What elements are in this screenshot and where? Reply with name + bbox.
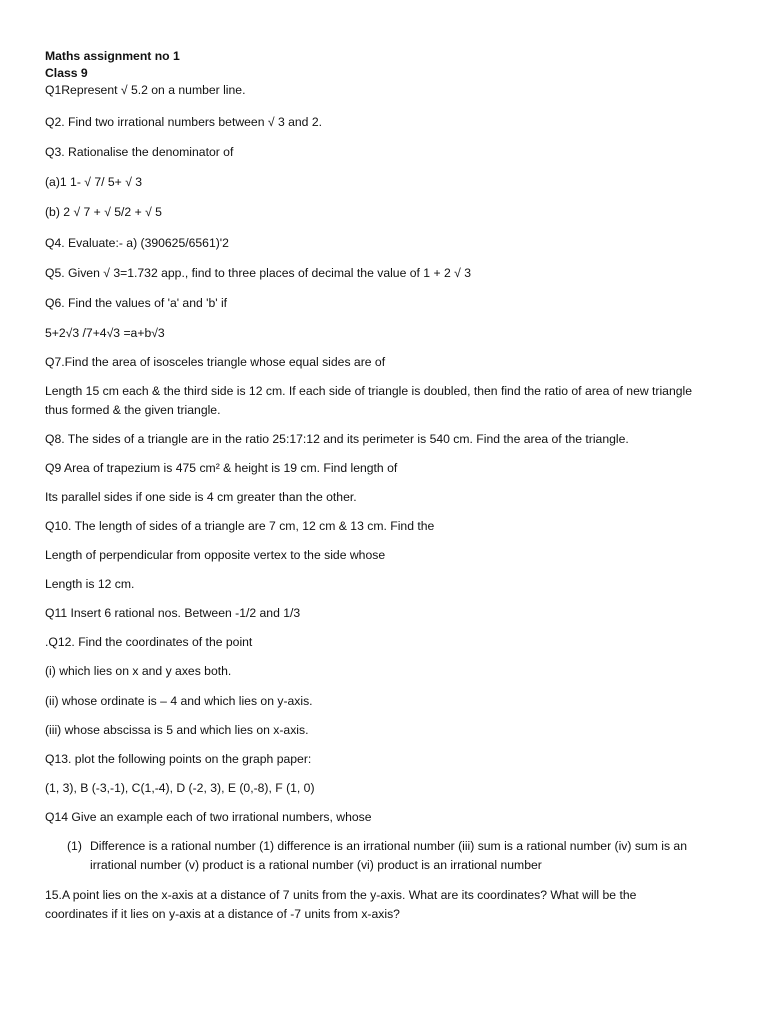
question-10: Q10. The length of sides of a triangle are 7 cm, 12 cm & 13 cm. Find the	[45, 519, 435, 533]
question-8: Q8. The sides of a triangle are in the ratio 25:17:12 and its perimeter is 540 cm. Find the area of the triangle.	[45, 432, 629, 446]
question-4: Q4. Evaluate:- a) (390625/6561)'2	[45, 236, 229, 250]
question-2: Q2. Find two irrational numbers between √ 3 and 2.	[45, 115, 322, 129]
question-1: Q1Represent √ 5.2 on a number line.	[45, 83, 246, 97]
question-7-line-2: thus formed & the given triangle.	[45, 403, 221, 417]
question-13-points: (1, 3), B (-3,-1), C(1,-4), D (-2, 3), E (0,-8), F (1, 0)	[45, 781, 315, 795]
question-12: .Q12. Find the coordinates of the point	[45, 635, 253, 649]
question-13: Q13. plot the following points on the graph paper:	[45, 752, 312, 766]
question-12-i: (i) which lies on x and y axes both.	[45, 664, 232, 678]
question-3: Q3. Rationalise the denominator of	[45, 145, 234, 159]
question-11: Q11 Insert 6 rational nos. Between -1/2 and 1/3	[45, 606, 301, 620]
question-9: Q9 Area of trapezium is 475 cm² & height is 19 cm. Find length of	[45, 461, 398, 475]
question-6: Q6. Find the values of 'a' and 'b' if	[45, 296, 228, 310]
question-15-line-2: coordinates if it lies on y-axis at a distance of -7 units from x-axis?	[45, 907, 400, 921]
question-10-line-2: Length is 12 cm.	[45, 577, 135, 591]
question-14-line-2: irrational number (v) product is a rational number (vi) product is an irrational number	[90, 858, 542, 872]
assignment-title: Maths assignment no 1	[45, 49, 180, 63]
class-label: Class 9	[45, 66, 88, 80]
question-3b: (b) 2 √ 7 + √ 5/2 + √ 5	[45, 205, 162, 219]
question-15-line-1: 15.A point lies on the x-axis at a distance of 7 units from the y-axis. What are its coordinates? What will be the	[45, 888, 637, 902]
question-14-line-1: Difference is a rational number (1) difference is an irrational number (iii) sum is a rational number (iv) sum is an	[90, 839, 687, 853]
question-7-line-1: Length 15 cm each & the third side is 12 cm. If each side of triangle is doubled, then find the ratio of area of new triangle	[45, 384, 693, 398]
question-14-list-number: (1)	[67, 839, 82, 853]
question-3a: (a)1 1- √ 7/ 5+ √ 3	[45, 175, 143, 189]
question-12-ii: (ii) whose ordinate is – 4 and which lies on y-axis.	[45, 694, 313, 708]
question-5: Q5. Given √ 3=1.732 app., find to three places of decimal the value of 1 + 2 √ 3	[45, 266, 471, 280]
question-10-line-1: Length of perpendicular from opposite vertex to the side whose	[45, 548, 386, 562]
question-14: Q14 Give an example each of two irrational numbers, whose	[45, 810, 372, 824]
question-12-iii: (iii) whose abscissa is 5 and which lies on x-axis.	[45, 723, 309, 737]
question-9-line-1: Its parallel sides if one side is 4 cm greater than the other.	[45, 490, 357, 504]
question-7: Q7.Find the area of isosceles triangle whose equal sides are of	[45, 355, 386, 369]
question-6-equation: 5+2√3 /7+4√3 =a+b√3	[45, 326, 165, 340]
